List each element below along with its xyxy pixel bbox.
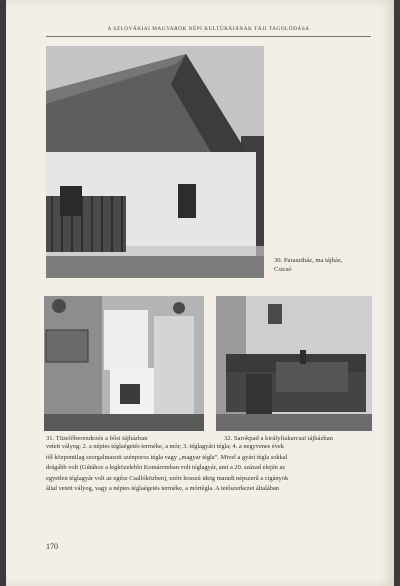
caption-30-line2: Csicsó (274, 266, 292, 273)
body-line: vetett vályog; 2. a népies téglaégetés terméke, a mór; 3. téglagyári tégla; 4. a negyvenes évek (46, 443, 284, 450)
photo-corner-bench (216, 296, 372, 431)
corner-bench-image (216, 296, 372, 431)
running-head: A SZLOVÁKIAI MAGYAROK NÉPI KULTÚRÁJÁNAK TÁJI TAGOLÓDÁSA (107, 26, 310, 32)
book-page (6, 0, 394, 586)
photo-farmhouse (46, 46, 264, 278)
body-line: től központilag szorgalmazott szénporos tégla vagy „magyar tégla”. Mivel a gyári tégla sokkal (46, 453, 288, 461)
header-rule (46, 36, 371, 37)
body-line: drágább volt (Gútához a legközelebbi Komáromban volt téglagyár, ami a 20. század elején az (46, 464, 286, 472)
body-line: által vetett vályog, vagy a népies téglaégetés terméke, a mórtégla. A tetőszerkezet általában (46, 485, 279, 493)
caption-31: 31. Tüzelőberendezés a bősi tájházban (46, 435, 148, 442)
caption-30 (274, 256, 374, 274)
photo-stove (44, 296, 204, 431)
body-text (46, 442, 371, 495)
stove-image (44, 296, 204, 431)
caption-30-line1: 30. Parasztház, ma tájház, (274, 257, 343, 264)
body-line: egyetlen téglagyár volt az egész Csallóközben), ezért hosszú ideig maradt népszerű a cigányok (46, 474, 289, 482)
farmhouse-image (46, 46, 264, 278)
caption-32: 32. Sarokpad a királyfiakarcsai tájházban (224, 435, 333, 442)
page-number: 170 (46, 542, 58, 551)
